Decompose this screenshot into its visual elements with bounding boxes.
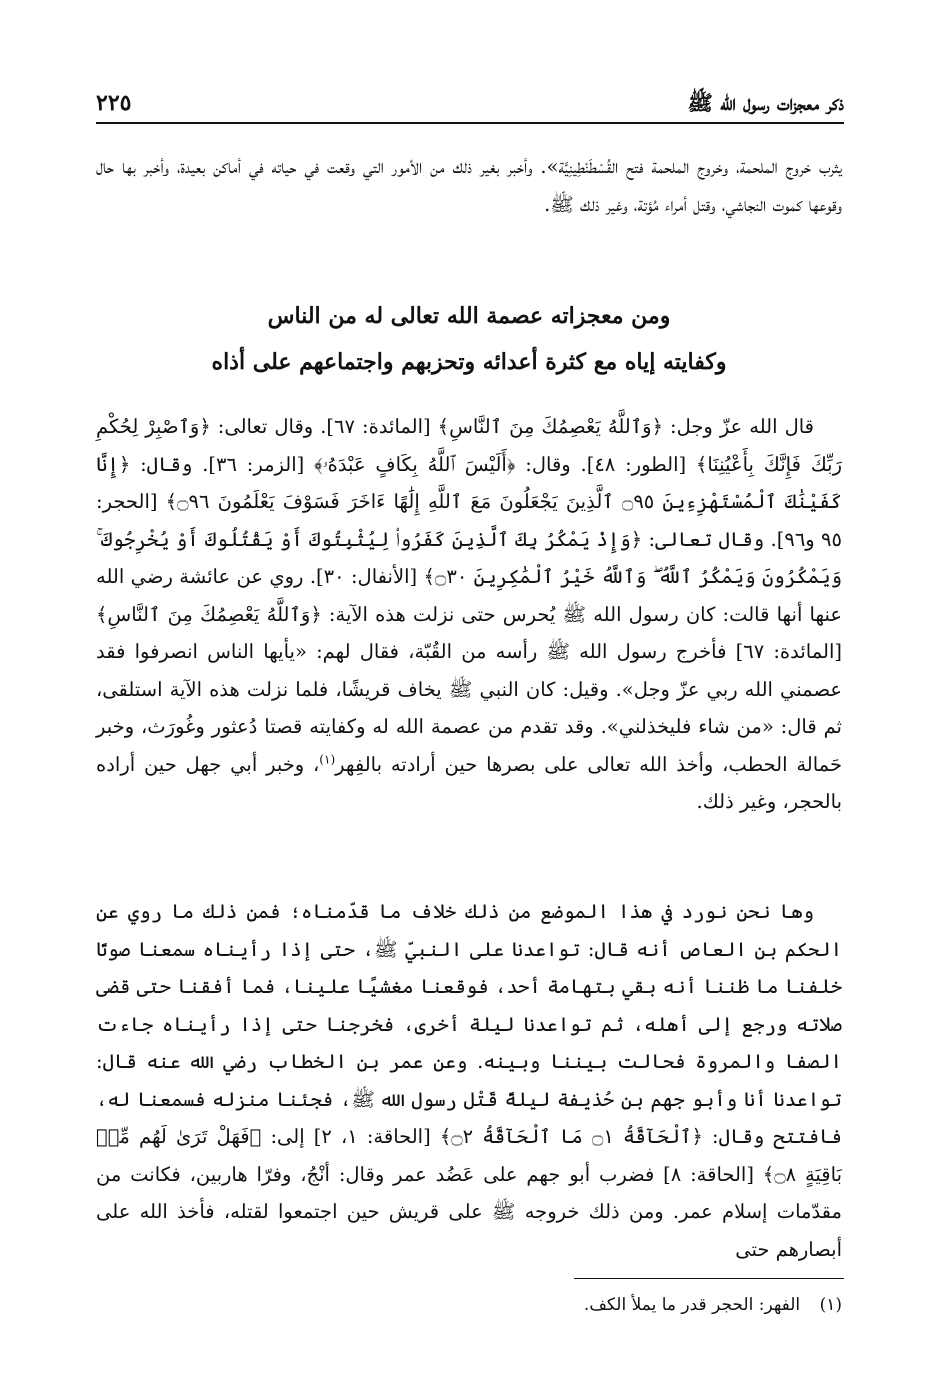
paragraph-1-text: يثرب خروج الملحمة، وخروج الملحمة فتح القُسْطَنْطِينِيَّة». وأخبر بغير ذلك من الأمور التي وقعت في حياته في أماكن بعيدة، وأخبر بها حال وقوعها كموت النجاشي، وقتل أمراء مُؤتة، وغير ذلك ﷺ. xyxy=(96,155,842,216)
footnote-reference[interactable]: (١) xyxy=(319,752,336,766)
paragraph-2-text: قال الله عزّ وجل: ﴿وَٱللَّهُ يَعْصِمُكَ مِنَ ٱلنَّاسِ﴾ [المائدة: ٦٧]. وقال تعالى: ﴿وَٱصْبِرْ لِحُكْمِ رَبِّكَ فَإِنَّكَ بِأَعْيُنِنَا﴾ [الطور: ٤٨]. وقال: ﴿أَلَيْسَ ٱللَّهُ بِكَافٍ عَبْدَهُۥ﴾ [الزمر: ٣٦]. وقال: ﴿إِنَّا كَفَيْنَٰكَ ٱلْمُسْتَهْزِءِينَ ۝٩٥ ٱلَّذِينَ يَجْعَلُونَ مَعَ ٱللَّهِ إِلَٰهًا ءَاخَرَ فَسَوْفَ يَعْلَمُونَ ۝٩٦﴾ [الحجر: ٩٥ و٩٦]. وقال تعالى: ﴿وَإِذْ يَمْكُرُ بِكَ ٱلَّذِينَ كَفَرُوا۟ لِيُثْبِتُوكَ أَوْ يَقْتُلُوكَ أَوْ يُخْرِجُوكَ ۚ وَيَمْكُرُونَ وَيَمْكُرُ ٱللَّهُ ۖ وَٱللَّهُ خَيْرُ ٱلْمَٰكِرِينَ ۝٣٠﴾ [الأنفال: ٣٠]. روي عن عائشة رضي الله عنها أنها قالت: كان رسول الله ﷺ يُحرس حتى نزلت هذه الآية: ﴿وَٱللَّهُ يَعْصِمُكَ مِنَ ٱلنَّاسِ﴾ [المائدة: ٦٧] فأخرج رسول الله ﷺ رأسه من القُبّة، فقال لهم: «يأيها الناس انصرفوا فقد عصمني الله ربي عزّ وجل». وقيل: كان النبي ﷺ يخاف قريشًا، فلما نزلت هذه الآية استلقى، ثم قال: «من شاء فليخذلني». وقد تقدم من عصمة الله له وكفايته قصتا دُعثور وغُورَث، وخبر حَمالة الحطب، وأخذ الله تعالى على بصرها حين أرادته بالفِهر xyxy=(96,415,842,776)
page-number: ٢٢٥ xyxy=(96,90,132,116)
paragraph-3 xyxy=(96,893,842,1268)
page-header xyxy=(96,86,844,124)
paragraph-1 xyxy=(96,148,842,223)
footnote-rule xyxy=(574,1278,844,1279)
section-heading-line-2: وكفايته إياه مع كثرة أعدائه وتحزبهم واجتماعهم على أذاه xyxy=(211,349,727,375)
footnote-marker: (١) xyxy=(819,1295,842,1315)
footnote xyxy=(96,1290,842,1320)
paragraph-3-text: وها نحن نورد في هذا الموضع من ذلك خلاف ما قدّمناه؛ فمن ذلك ما روي عن الحكم بن العاص أنه قال: تواعدنا على النبيّ ﷺ، حتى إذا رأيناه سمعنا صوتًا خلفنا ما ظننا أنه بقي بتهامة أحد، فوقعنا مغشيًا علينا، فما أفقنا حتى قضى صلاته ورجع إلى أهله، ثم تواعدنا ليلة أخرى، فخرجنا حتى إذا رأيناه جاءت الصفا والمروة فحالت بيننا وبينه. وعن عمر بن الخطاب رضي الله عنه قال: تواعدنا أنا وأبو جهم بن حُذيفة ليلةً قَتْل رسول الله ﷺ، فجئنا منزله فسمعنا له، فافتتح وقال: ﴿ٱلْحَآقَّةُ ۝١ مَا ٱلْحَآقَّةُ ۝٢﴾ [الحاقة: ١، ٢] إلى: ﴿فَهَلْ تَرَىٰ لَهُم مِّنۢ بَاقِيَةٍ ۝٨﴾ [الحاقة: ٨] فضرب أبو جهم على عَضُد عمر وقال: أنْجُ، وفرّا هاربين، فكانت من مقدّمات إسلام عمر. ومن ذلك خروجه ﷺ على قريش حين اجتمعوا لقتله، فأخذ الله على أبصارهم حتى xyxy=(96,900,842,1261)
footnote-text: الفهر: الحجر قدر ما يملأ الكف. xyxy=(583,1295,801,1315)
header-rule xyxy=(96,122,844,124)
paragraph-2-end: ، وخبر أبي جهل حين أراده بالحجر، وغير ذلك. xyxy=(96,752,842,813)
paragraph-2 xyxy=(96,408,842,821)
running-title: ذكر معجزات رسول الله ﷺ xyxy=(687,90,844,115)
paragraph-2-body xyxy=(96,408,842,821)
section-heading-line-1: ومن معجزاته عصمة الله تعالى له من الناس xyxy=(267,303,671,329)
